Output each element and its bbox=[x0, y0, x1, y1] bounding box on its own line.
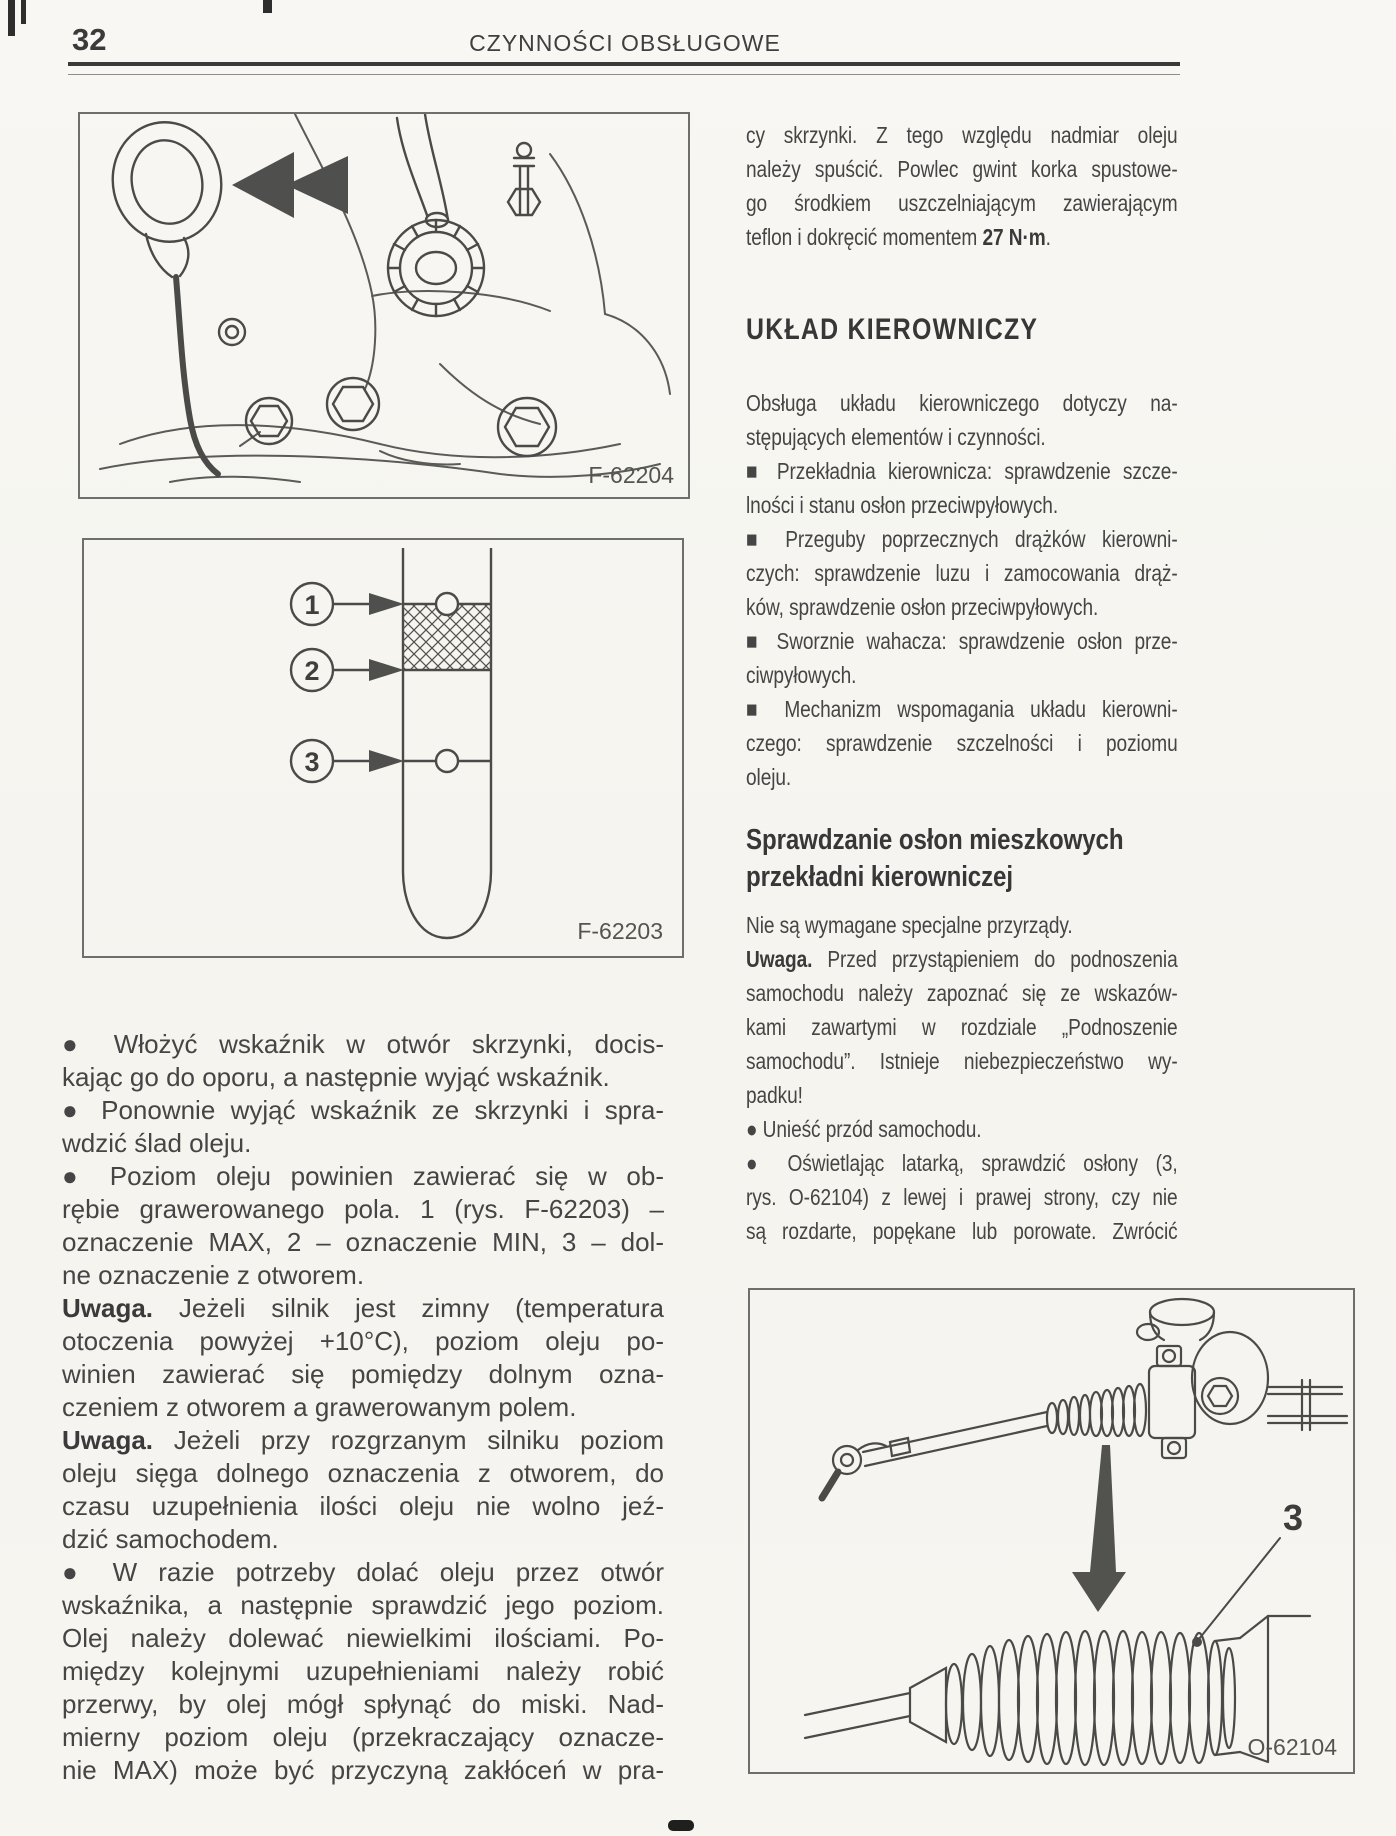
text-line: Uwaga. Jeżeli silnik jest zimny (temperatura bbox=[62, 1293, 664, 1323]
down-arrow-icon bbox=[1072, 1445, 1126, 1612]
text-line: dzić samochodem. bbox=[62, 1524, 279, 1554]
dipstick-diagram bbox=[84, 540, 682, 956]
figure-steering-rack bbox=[748, 1288, 1355, 1774]
text-line: samochodu”. Istnieje niebezpieczeństwo wy- bbox=[746, 1048, 1178, 1074]
text-line: między kolejnymi uzupełnieniami należy robić bbox=[62, 1656, 664, 1686]
callout-arrow-icon bbox=[369, 593, 404, 772]
text-line: należy spuścić. Powlec gwint korka spustowe- bbox=[746, 156, 1178, 182]
max-hole bbox=[436, 593, 458, 615]
text-line: oleju sięga dolnego oznaczenia z otworem, do bbox=[62, 1458, 664, 1488]
header-rule bbox=[68, 62, 1180, 75]
section-heading: UKŁAD KIEROWNICZY bbox=[746, 313, 1039, 346]
engine-dipstick-illustration bbox=[80, 114, 688, 497]
figure-engine-dipstick bbox=[78, 112, 690, 499]
text-line: kając go do oporu, a następnie wyjąć wskaźnik. bbox=[62, 1062, 610, 1092]
steering-rack-illustration bbox=[750, 1290, 1353, 1772]
text-line: rębie grawerowanego pola. 1 (rys. F-62203) – bbox=[62, 1194, 664, 1224]
text-line: Obsługa układu kierowniczego dotyczy na- bbox=[746, 390, 1178, 416]
right-column bbox=[746, 100, 1178, 1248]
lower-hole bbox=[436, 750, 458, 772]
text-line: Olej należy dolewać niewielkimi ilościami. Po- bbox=[62, 1623, 664, 1653]
figure-dipstick-markings bbox=[82, 538, 684, 958]
text-line: czego: sprawdzenie szczelności i poziomu bbox=[746, 730, 1178, 756]
callout-2-label: 2 bbox=[304, 656, 320, 686]
fluid-pipes bbox=[1268, 1380, 1347, 1430]
text-line: padku! bbox=[746, 1082, 803, 1108]
text-line: ■ Przeguby poprzecznych drążków kierowni- bbox=[746, 526, 1178, 552]
text-line: ciwpyłowych. bbox=[746, 662, 857, 688]
steering-service-list bbox=[746, 386, 1178, 794]
text-line: ■ Przekładnia kierownicza: sprawdzenie szcze- bbox=[746, 458, 1178, 484]
subsection-heading bbox=[746, 822, 1178, 896]
text-line: ● Unieść przód samochodu. bbox=[746, 1116, 982, 1142]
text-line: kami zawartymi w rozdziale „Podnoszenie bbox=[746, 1014, 1178, 1040]
text-line: ● Poziom oleju powinien zawierać się w ob- bbox=[62, 1161, 664, 1191]
text-line: przerwy, by olej mógł spłynąć do miski. Nad- bbox=[62, 1689, 664, 1719]
text-line: czasu uzupełnienia ilości oleju nie wolno jeź- bbox=[62, 1491, 664, 1521]
scan-artifact bbox=[263, 0, 272, 13]
left-arrow-icon bbox=[232, 152, 348, 218]
text-line: teflon i dokręcić momentem 27 N·m. bbox=[746, 224, 1051, 250]
text-line: lności i stanu osłon przeciwpyłowych. bbox=[746, 492, 1059, 518]
text-line: nie MAX) może być przyczyną zakłóceń w pra- bbox=[62, 1755, 664, 1785]
text-line: mierny poziom oleju (przekraczający oznacze- bbox=[62, 1722, 664, 1752]
text-line: go środkiem uszczelniającym zawierającym bbox=[746, 190, 1178, 216]
callout-1-label: 1 bbox=[304, 590, 320, 620]
text-line: otoczenia powyżej +10°C), poziom oleju po- bbox=[62, 1326, 664, 1356]
text-line: rys. O-62104) z lewej i prawej strony, czy nie bbox=[746, 1184, 1178, 1210]
subsection-heading-line: przekładni kierowniczej bbox=[746, 861, 1013, 893]
text-line: czeniem z otworem a grawerowanym polem. bbox=[62, 1392, 577, 1422]
subsection-heading-line: Sprawdzanie osłon mieszkowych bbox=[746, 824, 1124, 856]
left-column-text bbox=[62, 1028, 664, 1787]
text-line: Uwaga. Jeżeli przy rozgrzanym silniku poziom bbox=[62, 1425, 664, 1455]
small-bellows bbox=[1047, 1384, 1146, 1436]
scan-artifact bbox=[21, 0, 26, 24]
text-line: wdzić ślad oleju. bbox=[62, 1128, 252, 1158]
boot-check-paragraph bbox=[746, 908, 1178, 1248]
text-line: cy skrzynki. Z tego względu nadmiar oleju bbox=[746, 122, 1178, 148]
callout-3-label: 3 bbox=[1282, 1497, 1304, 1538]
leader-dot bbox=[1192, 1637, 1202, 1647]
text-line: oleju. bbox=[746, 764, 792, 790]
scan-artifact bbox=[668, 1820, 694, 1831]
text-line: ne oznaczenie z otworem. bbox=[62, 1260, 365, 1290]
hex-bolt bbox=[333, 387, 373, 421]
text-line: oznaczenie MAX, 2 – oznaczenie MIN, 3 – dol- bbox=[62, 1227, 664, 1257]
text-line: winien zawierać się pomiędzy dolnym ozna- bbox=[62, 1359, 664, 1389]
text-line: stępujących elementów i czynności. bbox=[746, 424, 1046, 450]
text-line: ■ Sworznie wahacza: sprawdzenie osłon prze- bbox=[746, 628, 1178, 654]
mounting-clamp bbox=[1149, 1366, 1195, 1438]
figure-caption: F-62203 bbox=[577, 918, 663, 944]
dipstick-loop bbox=[102, 114, 233, 252]
page-title: CZYNNOŚCI OBSŁUGOWE bbox=[469, 30, 781, 56]
figure-caption: O-62104 bbox=[1247, 1734, 1337, 1760]
text-line: ● Oświetlając latarką, sprawdzić osłony (3, bbox=[746, 1150, 1178, 1176]
figure-caption: F-62204 bbox=[588, 462, 674, 488]
reservoir-cap bbox=[1150, 1299, 1214, 1325]
filler-cap bbox=[388, 220, 484, 316]
text-line: są rozdarte, popękane lub porowate. Zwrócić bbox=[746, 1218, 1178, 1244]
text-line: Nie są wymagane specjalne przyrządy. bbox=[746, 912, 1073, 938]
text-line: ● Ponownie wyjąć wskaźnik ze skrzynki i spra- bbox=[62, 1095, 664, 1125]
text-line: wskaźnika, a następnie sprawdzić jego poziom. bbox=[62, 1590, 664, 1620]
text-line: ● Włożyć wskaźnik w otwór skrzynki, docis- bbox=[62, 1029, 664, 1059]
text-line: ● W razie potrzeby dolać oleju przez otwór bbox=[62, 1557, 664, 1587]
scan-artifact bbox=[8, 0, 15, 36]
text-line: Uwaga. Przed przystąpieniem do podnoszenia bbox=[746, 946, 1178, 972]
callout-3-label: 3 bbox=[304, 747, 320, 777]
text-line: ków, sprawdzenie osłon przeciwpyłowych. bbox=[746, 594, 1099, 620]
continuation-paragraph bbox=[746, 100, 1178, 254]
text-line: czych: sprawdzenie luzu i zamocowania drąż- bbox=[746, 560, 1178, 586]
page-number: 32 bbox=[72, 22, 107, 57]
text-line: samochodu należy zapoznać się ze wskazów- bbox=[746, 980, 1178, 1006]
text-line: ■ Mechanizm wspomagania układu kierowni- bbox=[746, 696, 1178, 722]
